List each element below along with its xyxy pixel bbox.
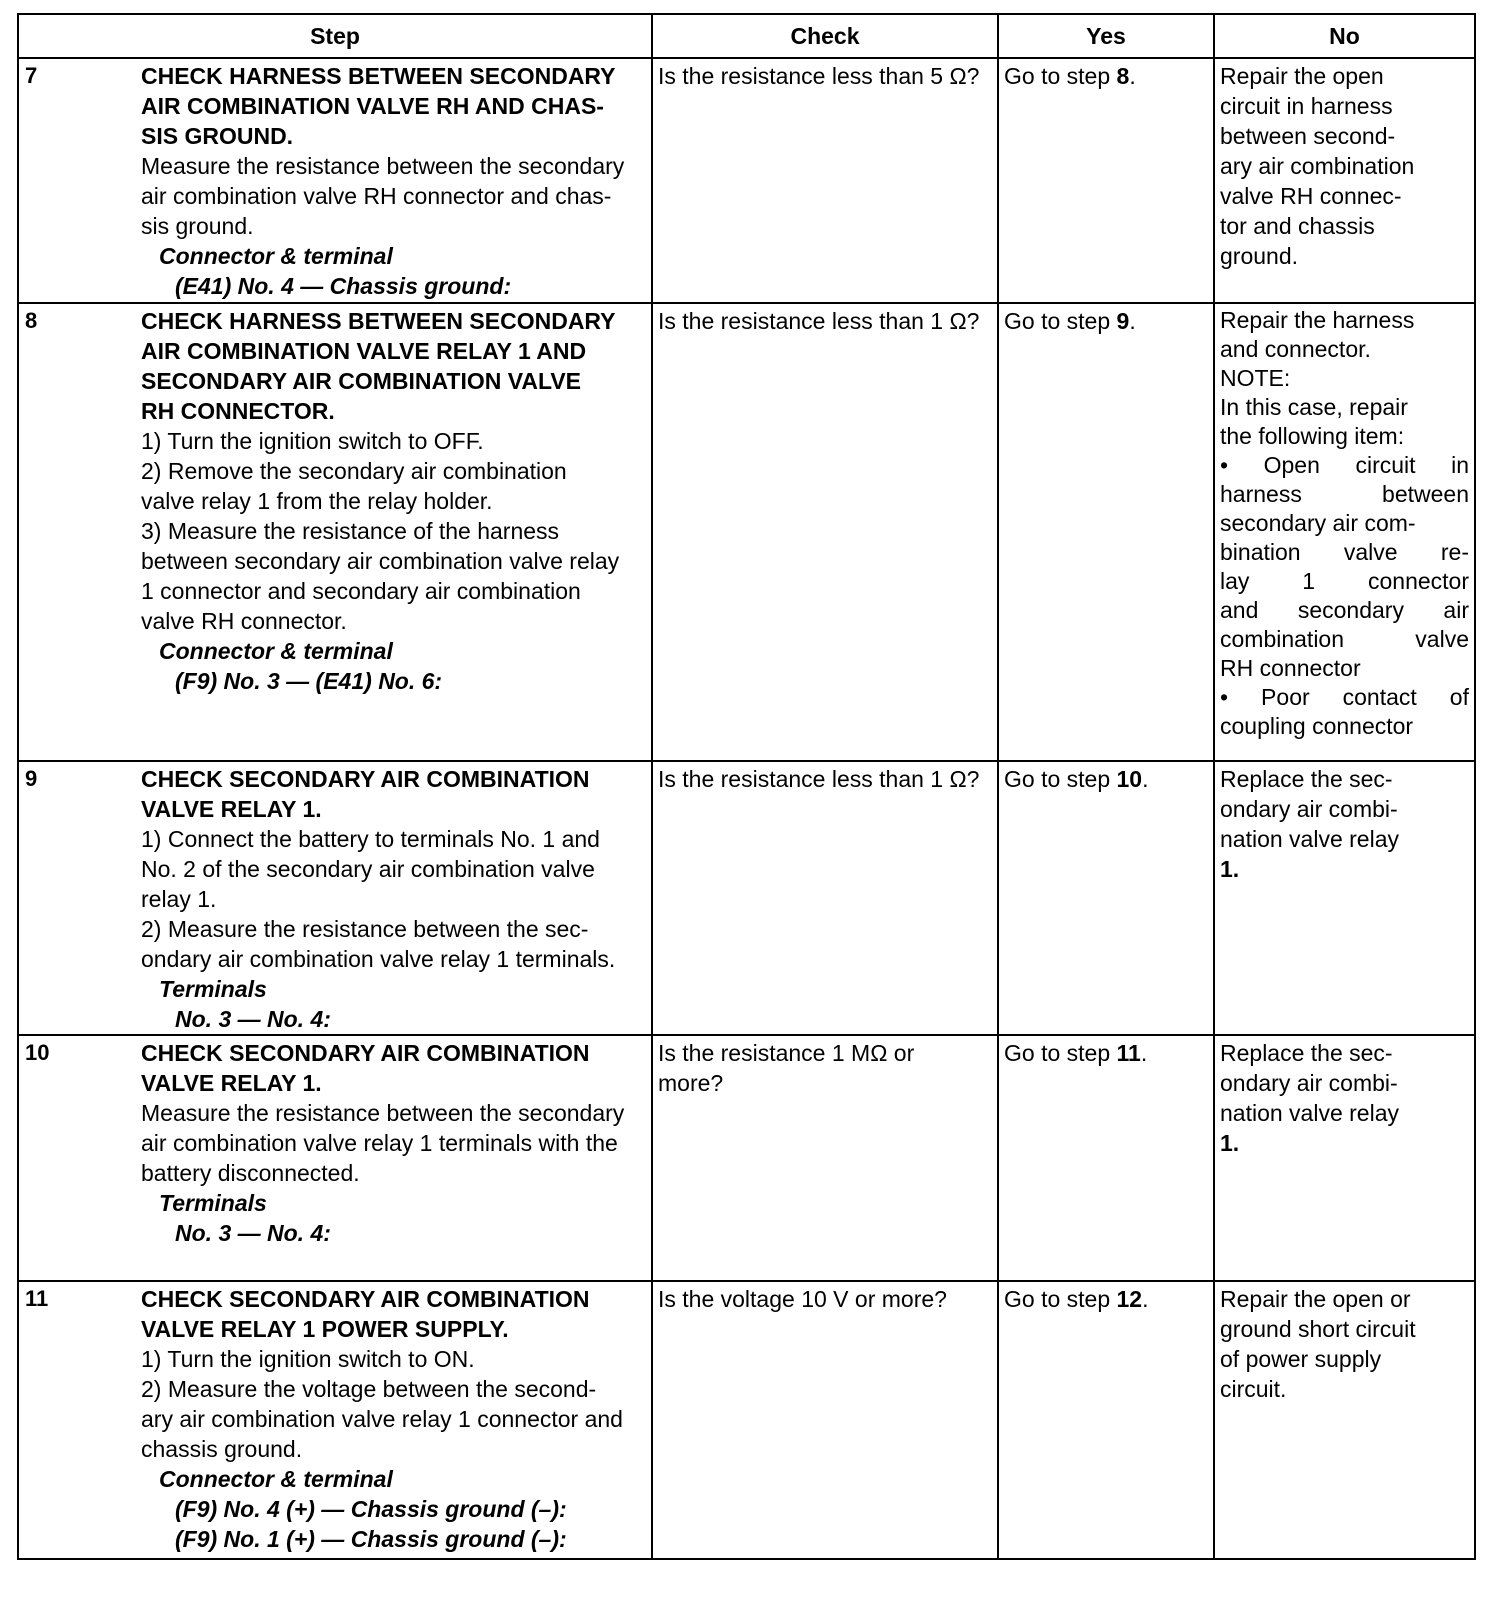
check-cell xyxy=(652,303,998,761)
no-text-line: Replace the sec- xyxy=(1220,1040,1393,1066)
step-body-line: 2) Measure the resistance between the sec- xyxy=(141,916,589,942)
no-text-line: Replace the sec- xyxy=(1220,766,1393,792)
step-title-line: CHECK HARNESS BETWEEN SECONDARY xyxy=(141,308,616,334)
no-text-line: Repair the harness xyxy=(1220,307,1415,333)
no-text-line: and connector. xyxy=(1220,336,1371,362)
step-body-line: Measure the resistance between the secondary xyxy=(141,153,625,179)
step-cell xyxy=(18,1281,652,1559)
no-text-line: ary air combination xyxy=(1220,153,1415,179)
yes-step-link[interactable]: 11 xyxy=(1116,1040,1141,1066)
no-text-line: secondary air com- xyxy=(1220,510,1416,536)
header-step: Step xyxy=(18,14,652,58)
step-body-line: 1 connector and secondary air combination xyxy=(141,578,581,604)
check-text: Is the voltage 10 V or more? xyxy=(658,1286,947,1312)
yes-suffix: . xyxy=(1142,766,1149,792)
no-text-line: RH connector xyxy=(1220,655,1361,681)
step-number: 11 xyxy=(25,1286,49,1311)
yes-cell xyxy=(998,58,1214,303)
step-body-line: 1) Connect the battery to terminals No. 1 and xyxy=(141,826,600,852)
no-cell xyxy=(1214,761,1475,1035)
no-text-line: In this case, repair xyxy=(1220,394,1408,420)
step-body-line: 1) Turn the ignition switch to OFF. xyxy=(141,428,484,454)
no-text-line: 1. xyxy=(1220,1130,1240,1156)
yes-step-link[interactable]: 9 xyxy=(1116,308,1130,334)
check-cell xyxy=(652,761,998,1035)
step-body-line: Measure the resistance between the secondary xyxy=(141,1100,625,1126)
step-body-line: air combination valve relay 1 terminals with the xyxy=(141,1130,618,1156)
yes-suffix: . xyxy=(1129,308,1136,334)
step-body-line: No. 2 of the secondary air combination valve xyxy=(141,856,595,882)
check-text: Is the resistance less than 5 Ω? xyxy=(658,63,980,89)
yes-cell xyxy=(998,1035,1214,1281)
no-text-line: harness between xyxy=(1220,481,1469,507)
no-cell xyxy=(1214,58,1475,303)
step-body-line: valve relay 1 from the relay holder. xyxy=(141,488,493,514)
no-cell xyxy=(1214,1281,1475,1559)
no-note-label: NOTE: xyxy=(1220,365,1291,391)
check-text: more? xyxy=(658,1070,724,1096)
table-row xyxy=(18,761,1475,1035)
step-body-line: chassis ground. xyxy=(141,1436,303,1462)
step-cell xyxy=(18,1035,652,1281)
terminal-spec: (F9) No. 1 (+) — Chassis ground (–): xyxy=(175,1526,567,1552)
step-body-line: ary air combination valve relay 1 connector and xyxy=(141,1406,623,1432)
step-number: 10 xyxy=(25,1040,50,1065)
step-body-line: 3) Measure the resistance of the harness xyxy=(141,518,560,544)
yes-cell xyxy=(998,1281,1214,1559)
step-title-line: VALVE RELAY 1. xyxy=(141,796,322,822)
yes-step-link[interactable]: 10 xyxy=(1116,766,1143,792)
header-check: Check xyxy=(652,14,998,58)
yes-cell xyxy=(998,303,1214,761)
step-number: 8 xyxy=(25,308,38,333)
header-yes: Yes xyxy=(998,14,1214,58)
yes-prefix: Go to step xyxy=(1004,1286,1117,1312)
terminal-spec: (E41) No. 4 — Chassis ground: xyxy=(175,273,512,299)
no-text-line: of power supply xyxy=(1220,1346,1382,1372)
step-body-line: 2) Measure the voltage between the second- xyxy=(141,1376,597,1402)
yes-suffix: . xyxy=(1142,1286,1149,1312)
yes-step-link[interactable]: 8 xyxy=(1116,63,1130,89)
terminal-spec: No. 3 — No. 4: xyxy=(175,1006,331,1032)
no-text-line: ondary air combi- xyxy=(1220,796,1398,822)
no-text-line: tor and chassis xyxy=(1220,213,1375,239)
terminals-label: Terminals xyxy=(159,976,267,1002)
no-text-line: bination valve re- xyxy=(1220,539,1469,565)
step-title-line: VALVE RELAY 1 POWER SUPPLY. xyxy=(141,1316,509,1342)
no-text-line: • Open circuit in xyxy=(1220,452,1469,478)
header-no: No xyxy=(1214,14,1475,58)
connector-label: Connector & terminal xyxy=(159,638,393,664)
no-cell xyxy=(1214,1035,1475,1281)
no-text-line: valve RH connec- xyxy=(1220,183,1402,209)
connector-label: Connector & terminal xyxy=(159,243,393,269)
no-text-line: and secondary air xyxy=(1220,597,1469,623)
step-body-line: battery disconnected. xyxy=(141,1160,360,1186)
no-text-line: combination valve xyxy=(1220,626,1469,652)
yes-prefix: Go to step xyxy=(1004,1040,1117,1066)
table-row xyxy=(18,303,1475,761)
check-text: Is the resistance less than 1 Ω? xyxy=(658,766,980,792)
terminal-spec: No. 3 — No. 4: xyxy=(175,1220,331,1246)
step-body-line: air combination valve RH connector and chas- xyxy=(141,183,612,209)
step-title-line: CHECK SECONDARY AIR COMBINATION xyxy=(141,766,590,792)
check-text: Is the resistance less than 1 Ω? xyxy=(658,308,980,334)
step-body-line: sis ground. xyxy=(141,213,254,239)
no-text-line: circuit in harness xyxy=(1220,93,1393,119)
step-title-line: AIR COMBINATION VALVE RELAY 1 AND xyxy=(141,338,587,364)
step-cell xyxy=(18,58,652,303)
step-title-line: CHECK SECONDARY AIR COMBINATION xyxy=(141,1040,590,1066)
step-number: 7 xyxy=(25,63,38,88)
terminals-label: Terminals xyxy=(159,1190,267,1216)
step-cell xyxy=(18,303,652,761)
no-text-line: circuit. xyxy=(1220,1376,1287,1402)
no-text-line: ground. xyxy=(1220,243,1299,269)
step-body-line: ondary air combination valve relay 1 terminals. xyxy=(141,946,616,972)
yes-suffix: . xyxy=(1140,1040,1148,1066)
yes-prefix: Go to step xyxy=(1004,766,1117,792)
check-text: Is the resistance 1 MΩ or xyxy=(658,1040,915,1066)
table-row xyxy=(18,1035,1475,1281)
no-cell xyxy=(1214,303,1475,761)
no-text-line: 1. xyxy=(1220,856,1240,882)
no-text-line: lay 1 connector xyxy=(1220,568,1469,594)
step-title-line: VALVE RELAY 1. xyxy=(141,1070,322,1096)
header-row xyxy=(18,14,1475,58)
no-text-line: between second- xyxy=(1220,123,1396,149)
step-title-line: CHECK HARNESS BETWEEN SECONDARY xyxy=(141,63,616,89)
connector-label: Connector & terminal xyxy=(159,1466,393,1492)
step-body-line: valve RH connector. xyxy=(141,608,347,634)
no-text-line: nation valve relay xyxy=(1220,826,1399,852)
step-body-line: 2) Remove the secondary air combination xyxy=(141,458,567,484)
table-row xyxy=(18,1281,1475,1559)
step-body-line: between secondary air combination valve relay xyxy=(141,548,620,574)
terminal-spec: (F9) No. 4 (+) — Chassis ground (–): xyxy=(175,1496,567,1522)
no-text-line: nation valve relay xyxy=(1220,1100,1399,1126)
no-text-line: the following item: xyxy=(1220,423,1405,449)
step-title-line: RH CONNECTOR. xyxy=(141,398,335,424)
check-cell xyxy=(652,1035,998,1281)
no-text-line: Repair the open or xyxy=(1220,1286,1411,1312)
yes-step-link[interactable]: 12 xyxy=(1116,1286,1143,1312)
diagnostic-table xyxy=(17,13,1476,1560)
no-text-line: ondary air combi- xyxy=(1220,1070,1398,1096)
yes-suffix: . xyxy=(1129,63,1136,89)
check-cell xyxy=(652,1281,998,1559)
step-title-line: SIS GROUND. xyxy=(141,123,294,149)
step-title-line: SECONDARY AIR COMBINATION VALVE xyxy=(141,368,581,394)
step-body-line: relay 1. xyxy=(141,886,217,912)
no-text-line: ground short circuit xyxy=(1220,1316,1416,1342)
terminal-spec: (F9) No. 3 — (E41) No. 6: xyxy=(175,668,443,694)
step-title-line: CHECK SECONDARY AIR COMBINATION xyxy=(141,1286,590,1312)
step-title-line: AIR COMBINATION VALVE RH AND CHAS- xyxy=(141,93,604,119)
step-cell xyxy=(18,761,652,1035)
check-cell xyxy=(652,58,998,303)
no-text-line: • Poor contact of xyxy=(1220,684,1469,710)
no-text-line: coupling connector xyxy=(1220,713,1414,739)
yes-prefix: Go to step xyxy=(1004,63,1117,89)
yes-prefix: Go to step xyxy=(1004,308,1117,334)
yes-cell xyxy=(998,761,1214,1035)
no-text-line: Repair the open xyxy=(1220,63,1384,89)
step-body-line: 1) Turn the ignition switch to ON. xyxy=(141,1346,475,1372)
step-number: 9 xyxy=(25,766,38,791)
table-row xyxy=(18,58,1475,303)
